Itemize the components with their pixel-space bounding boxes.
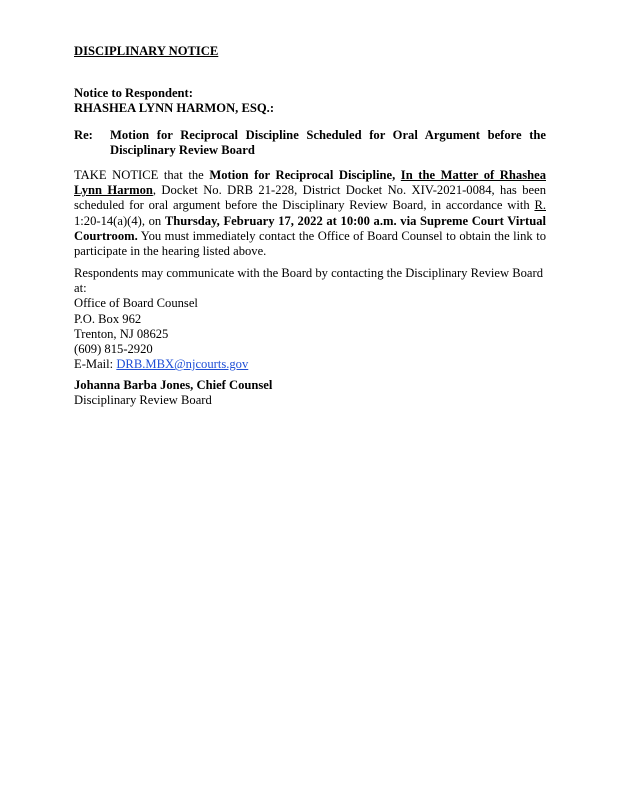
rule-reference: R.: [534, 198, 546, 213]
signatory-org: Disciplinary Review Board: [74, 393, 212, 408]
contact-intro: Respondents may communicate with the Board by contacting the Disciplinary Review Board at:: [74, 266, 544, 296]
re-label: Re:: [74, 128, 93, 142]
signatory-name: Johanna Barba Jones, Chief Counsel: [74, 378, 273, 392]
motion-title: Motion for Reciprocal Discipline,: [209, 168, 396, 182]
notice-title-text: DISCIPLINARY NOTICE: [74, 44, 219, 58]
phone-number: (609) 815-2920: [74, 342, 153, 357]
addressee-block: [74, 86, 546, 116]
contact-block: [74, 266, 546, 372]
email-link[interactable]: DRB.MBX@njcourts.gov: [116, 357, 249, 372]
p1-instructions: You must immediately contact the Office of Board Counsel to obtain the link to participate in the hearing listed above.: [74, 228, 546, 259]
office-name: Office of Board Counsel: [74, 296, 198, 311]
p1-docket-text: , Docket No. DRB 21-228, District Docket No. XIV-2021-0084, has been scheduled for oral argument before the Disciplinary Review Board, in accordance with: [74, 183, 546, 213]
re-subject: Motion for Reciprocal Discipline Scheduled for Oral Argument before the Disciplinary Review Board: [110, 128, 546, 158]
email-label: E-Mail:: [74, 357, 117, 372]
signature-block: [74, 378, 546, 408]
hearing-date: Thursday, February 17, 2022 at 10:00 a.m. via Supreme Court Virtual Courtroom.: [74, 213, 546, 243]
p1-rule-text: 1:20-14(a)(4), on: [74, 213, 165, 228]
notice-to-label: Notice to Respondent:: [74, 86, 193, 100]
p1-intro: TAKE NOTICE that the: [74, 168, 210, 182]
re-line: [74, 128, 546, 158]
respondent-name: RHASHEA LYNN HARMON, ESQ.:: [74, 101, 275, 116]
notice-paragraph: [74, 168, 546, 259]
matter-title: In the Matter of Rhashea Lynn Harmon: [74, 168, 546, 198]
po-box: P.O. Box 962: [74, 311, 142, 326]
email-line: [74, 357, 546, 372]
city-state-zip: Trenton, NJ 08625: [74, 326, 169, 341]
notice-title: [74, 44, 546, 59]
